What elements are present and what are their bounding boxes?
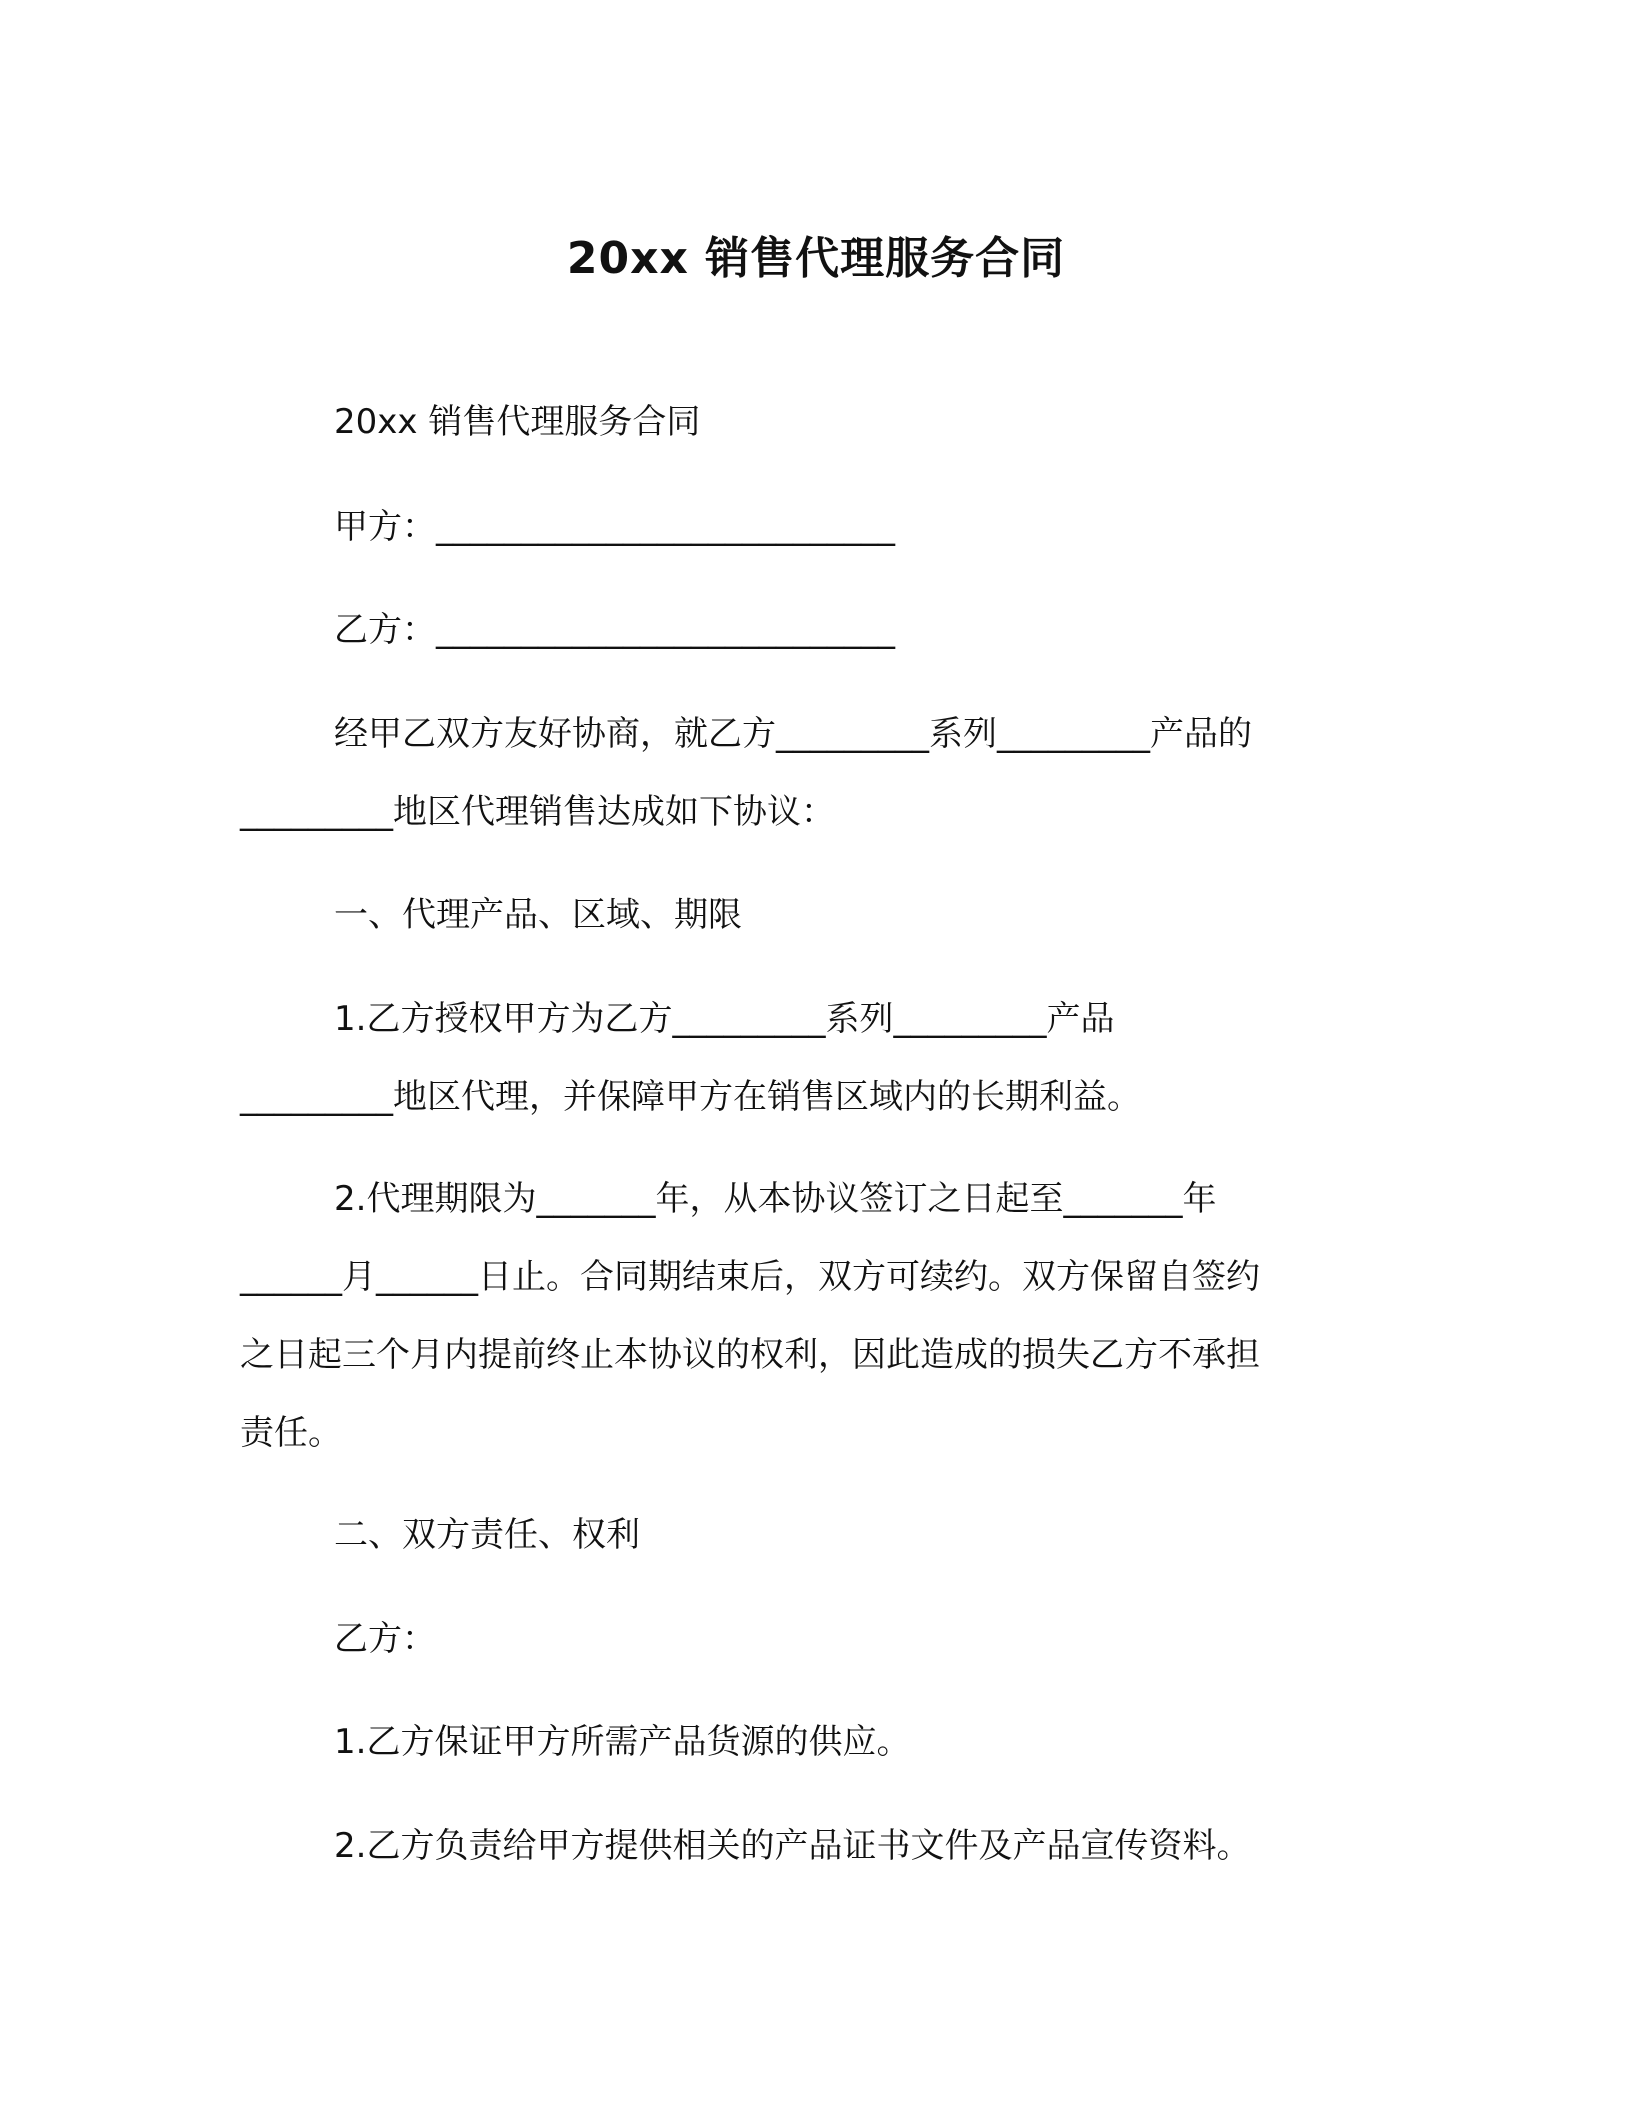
subtitle-line: 20xx 销售代理服务合同 [334,402,701,442]
party-a-line: 甲方：___________________________ [334,507,895,547]
clause-2-1: 1.乙方保证甲方所需产品货源的供应。 [334,1722,911,1762]
preamble-line-2: _________地区代理销售达成如下协议： [240,792,835,832]
party-b-line: 乙方：___________________________ [334,610,895,650]
clause-1-2-line-1: 2.代理期限为_______年，从本协议签订之日起至_______年 [334,1179,1217,1219]
party-b-duties-label: 乙方： [334,1619,436,1659]
clause-1-2-line-4: 责任。 [240,1413,342,1453]
clause-1-2-line-2: ______月______日止。合同期结束后，双方可续约。双方保留自签约 [240,1257,1260,1297]
preamble-line-1: 经甲乙双方友好协商，就乙方_________系列_________产品的 [334,714,1252,754]
clause-1-1-line-2: _________地区代理，并保障甲方在销售区域内的长期利益。 [240,1077,1141,1117]
section-2-heading: 二、双方责任、权利 [334,1515,640,1555]
clause-1-1-line-1: 1.乙方授权甲方为乙方_________系列_________产品 [334,999,1115,1039]
clause-1-2-line-3: 之日起三个月内提前终止本协议的权利，因此造成的损失乙方不承担 [240,1335,1260,1375]
clause-2-2: 2.乙方负责给甲方提供相关的产品证书文件及产品宣传资料。 [334,1826,1251,1866]
document-title: 20xx 销售代理服务合同 [566,233,1066,284]
section-1-heading: 一、代理产品、区域、期限 [334,895,742,935]
